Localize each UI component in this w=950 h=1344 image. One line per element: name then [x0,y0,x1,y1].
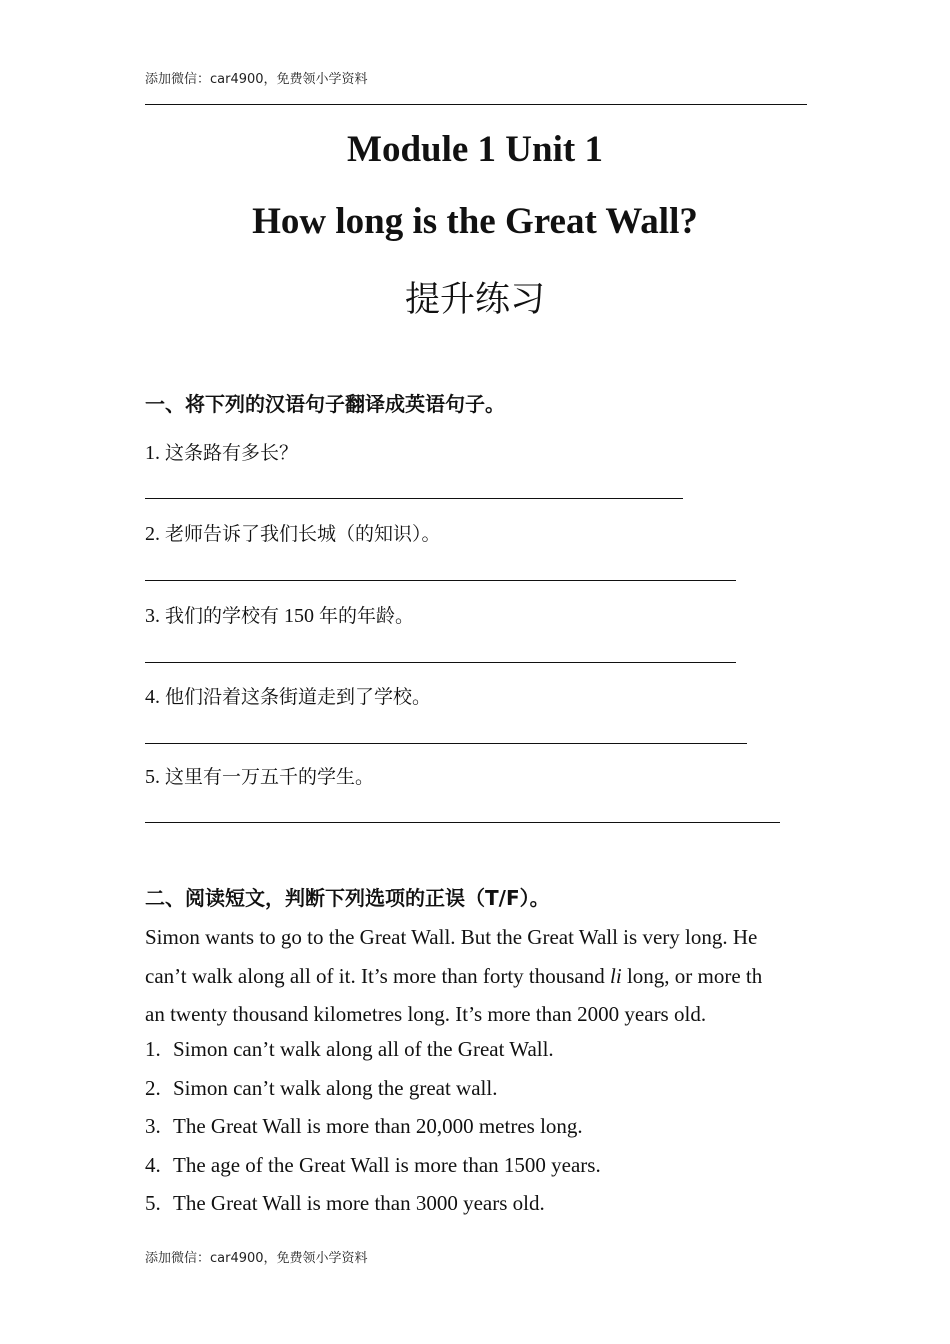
item-number: 5. [145,1191,161,1215]
title-unit: How long is the Great Wall? [252,201,698,242]
tf-item-5 [145,1191,545,1216]
item-text: The Great Wall is more than 20,000 metres long. [173,1114,583,1138]
title-practice: 提升练习 [404,280,545,320]
question-text: 他们沿着这条街道走到了学校。 [165,686,432,708]
passage-italic-word: li [610,963,622,988]
question-number: 3. [145,605,160,627]
item-text: Simon can’t walk along the great wall. [173,1076,498,1100]
reading-passage [145,918,810,1034]
section2-heading: 二、阅读短文，判断下列选项的正误（T/F）。 [145,886,550,910]
answer-line-1[interactable] [145,498,683,499]
answer-line-3[interactable] [145,662,736,663]
item-number: 2. [145,1076,161,1100]
item-text: The age of the Great Wall is more than 1500 years. [173,1153,601,1177]
answer-line-2[interactable] [145,580,736,581]
item-text: Simon can’t walk along all of the Great Wall. [173,1037,554,1061]
question-text: 我们的学校有 [165,605,280,627]
page-footer: 添加微信：car4900，免费领小学资料 [145,1251,368,1266]
passage-line: an twenty thousand kilometres long. It’s more than 2000 years old. [145,1002,707,1027]
section1-heading: 一、将下列的汉语句子翻译成英语句子。 [145,392,505,416]
question-text: 老师告诉了我们长城（的知识）。 [165,523,441,545]
question-number-value: 150 [284,605,315,627]
answer-line-4[interactable] [145,743,747,744]
question-number: 2. [145,523,160,545]
question-number: 5. [145,766,160,788]
question-4 [145,682,431,709]
question-1 [145,438,298,465]
question-number: 1. [145,442,160,464]
tf-item-2 [145,1076,497,1101]
question-text: 年的年龄。 [319,605,415,627]
question-3 [145,601,414,628]
item-text: The Great Wall is more than 3000 years old. [173,1191,545,1215]
item-number: 1. [145,1037,161,1061]
item-number: 4. [145,1153,161,1177]
answer-line-5[interactable] [145,822,780,823]
question-number: 4. [145,686,160,708]
question-2 [145,519,441,546]
passage-text: long, or more th [621,963,763,988]
tf-item-4 [145,1153,601,1178]
page-header: 添加微信：car4900，免费领小学资料 [145,72,368,87]
question-5 [145,762,374,789]
question-text: 这条路有多长？ [165,442,299,464]
header-rule [145,104,807,105]
passage-line [145,957,810,996]
passage-line: Simon wants to go to the Great Wall. But the Great Wall is very long. He [145,925,758,949]
passage-text: can’t walk along all of it. It’s more than forty thousand [145,963,611,988]
item-number: 3. [145,1114,161,1138]
tf-item-3 [145,1114,583,1139]
title-module: Module 1 Unit 1 [347,129,603,170]
question-text: 这里有一万五千的学生。 [165,766,375,788]
tf-item-1 [145,1037,554,1062]
